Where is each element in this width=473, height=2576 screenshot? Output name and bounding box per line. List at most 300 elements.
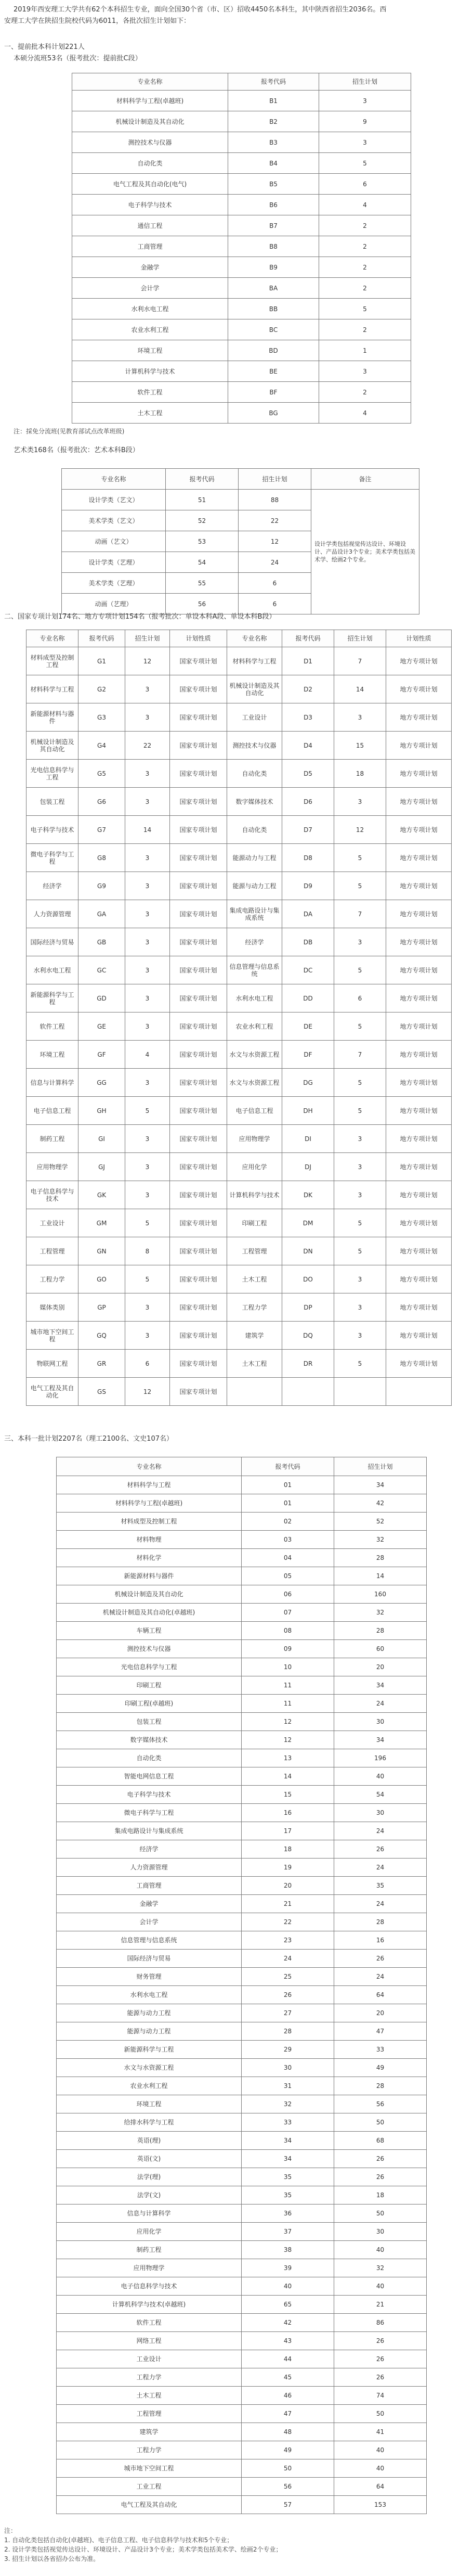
table-cell: 材料物理 [57, 1531, 242, 1549]
table-cell: 地方专项计划 [386, 1209, 452, 1237]
table-cell: 64 [334, 2478, 427, 2496]
table-cell: 应用物理学 [27, 1153, 78, 1181]
table-row [57, 2205, 427, 2223]
table-row [57, 1640, 427, 1658]
table-row [57, 2423, 427, 2441]
table-cell: 2 [319, 278, 411, 299]
table-cell: 水文与水资源工程 [227, 1069, 282, 1097]
table-cell: 应用物理学 [227, 1125, 282, 1153]
table-cell: D1 [282, 647, 334, 675]
table-cell: 33 [334, 2041, 427, 2059]
table-cell: 6 [334, 984, 386, 1013]
table-cell: B2 [228, 111, 319, 132]
table-row [57, 1840, 427, 1859]
table-row [57, 2186, 427, 2205]
table-cell: 环境工程 [27, 1041, 78, 1069]
table-cell: 54 [166, 552, 239, 573]
table-cell: G5 [78, 760, 125, 788]
table-cell: 自动化类 [227, 816, 282, 844]
table-cell: 3 [125, 1293, 170, 1322]
table-cell: 地方专项计划 [386, 1013, 452, 1041]
table-row [57, 2241, 427, 2259]
table-cell: 3 [334, 928, 386, 956]
table-row [57, 2496, 427, 2514]
table-cell: 12 [242, 1731, 334, 1749]
table-cell: 5 [334, 1097, 386, 1125]
table-cell: 地方专项计划 [386, 1153, 452, 1181]
table-cell: 52 [166, 510, 239, 531]
table-row [27, 1013, 452, 1041]
table-cell: 3 [125, 675, 170, 703]
table-cell: 55 [166, 573, 239, 594]
table-cell: 工业设计 [27, 1209, 78, 1237]
table-cell: 3 [125, 844, 170, 872]
table-cell: 印刷工程 [227, 1209, 282, 1237]
table-cell: D9 [282, 872, 334, 900]
table-cell: GE [78, 1013, 125, 1041]
table-cell: BG [228, 403, 319, 424]
table-cell: 28 [334, 1913, 427, 1931]
table-cell: 08 [242, 1622, 334, 1640]
table-cell: 9 [319, 111, 411, 132]
table-cell: 信息管理与信息系统 [227, 956, 282, 984]
table-cell: 电子信息科学与技术 [27, 1181, 78, 1209]
table-cell [282, 1378, 334, 1406]
table-row [57, 1895, 427, 1913]
table-cell: B4 [228, 153, 319, 174]
table-cell: 20 [242, 1877, 334, 1895]
table-cell: 印刷工程(卓越班) [57, 1695, 242, 1713]
table-cell: 30 [334, 1713, 427, 1731]
table-cell: 金融学 [57, 1895, 242, 1913]
table-row [72, 278, 411, 299]
table-cell: BD [228, 340, 319, 361]
table-row [72, 361, 411, 382]
table-row [57, 2022, 427, 2041]
table-cell: 10 [242, 1658, 334, 1676]
table-cell: 2 [319, 257, 411, 278]
table-cell: G8 [78, 844, 125, 872]
table-cell: 28 [334, 2077, 427, 2095]
table-row [57, 2004, 427, 2022]
table-cell: 英语(文) [57, 2150, 242, 2168]
table-cell: 建筑学 [57, 2423, 242, 2441]
table-cell: 3 [125, 984, 170, 1013]
table-cell: 软件工程 [72, 382, 228, 403]
table-cell: 地方专项计划 [386, 1322, 452, 1350]
table-cell: GQ [78, 1322, 125, 1350]
table-cell: 经济学 [27, 872, 78, 900]
table-cell: 24 [334, 1968, 427, 1986]
table-cell: 29 [242, 2041, 334, 2059]
table-row [57, 1676, 427, 1695]
table-cell: GP [78, 1293, 125, 1322]
table-cell: 20 [334, 1658, 427, 1676]
table-cell: 32 [334, 1531, 427, 1549]
table-cell: 机械设计制造及其自动化 [227, 675, 282, 703]
table-cell: G2 [78, 675, 125, 703]
table-cell: 3 [125, 928, 170, 956]
table-cell: 50 [242, 2459, 334, 2478]
table-cell: 能源与动力工程 [57, 2022, 242, 2041]
table-cell: 土木工程 [57, 2387, 242, 2405]
table-cell: 工程管理 [227, 1237, 282, 1265]
table-cell: 国际经济与贸易 [57, 1950, 242, 1968]
table-cell: 工程力学 [57, 2441, 242, 2459]
table-row [27, 1293, 452, 1322]
table-row [72, 195, 411, 215]
table-cell: 21 [334, 2296, 427, 2314]
table-cell: 工程力学 [27, 1265, 78, 1293]
table-row [72, 215, 411, 236]
table-cell: DQ [282, 1322, 334, 1350]
table-cell: 自动化类 [72, 153, 228, 174]
intro-line-2: 安理工大学在陕招生院校代码为6011，各批次招生计划如下： [4, 17, 191, 25]
table-cell: 26 [334, 2350, 427, 2368]
column-header: 报考代码 [228, 73, 319, 91]
table-cell: 媒体类别 [27, 1293, 78, 1322]
table-cell: 3 [334, 1153, 386, 1181]
table-cell: 3 [319, 361, 411, 382]
table-cell: 13 [242, 1749, 334, 1767]
section2-title: 二、国家专项计划174名、地方专项计划154名（报考批次：单设本科A段、单设本科B段） [4, 613, 276, 621]
table-row [27, 816, 452, 844]
table-cell: 24 [334, 1895, 427, 1913]
art-table [61, 468, 419, 614]
column-header: 招生计划 [334, 1457, 427, 1476]
table-cell: 35 [242, 2186, 334, 2205]
table-cell: 11 [242, 1676, 334, 1695]
table-cell: 60 [334, 1640, 427, 1658]
table-cell: 地方专项计划 [386, 1069, 452, 1097]
table-row [72, 132, 411, 153]
table-cell: 国家专项计划 [170, 1322, 227, 1350]
table-cell: 11 [242, 1695, 334, 1713]
table-cell: 包装工程 [57, 1713, 242, 1731]
table-cell: 4 [319, 195, 411, 215]
table-cell: 05 [242, 1567, 334, 1585]
table-cell: 法学(文) [57, 2186, 242, 2205]
table-cell: 56 [334, 2095, 427, 2113]
table-cell: GB [78, 928, 125, 956]
table-row [27, 1265, 452, 1293]
table-cell: 68 [334, 2132, 427, 2150]
table-row [57, 1513, 427, 1531]
table-cell: 56 [242, 2478, 334, 2496]
table-cell: 地方专项计划 [386, 1125, 452, 1153]
table-cell: DK [282, 1181, 334, 1209]
table-cell: GN [78, 1237, 125, 1265]
table-cell: 4 [319, 403, 411, 424]
table-cell: 33 [242, 2113, 334, 2132]
column-header: 报考代码 [242, 1457, 334, 1476]
section1-note: 注：採免分流班(见教育部试点改革班级) [14, 428, 125, 435]
table-cell: 02 [242, 1513, 334, 1531]
table-cell: 22 [242, 1913, 334, 1931]
table-cell: 数字媒体技术 [57, 1731, 242, 1749]
table-row [27, 1378, 452, 1406]
table-row [57, 1859, 427, 1877]
table-cell: D4 [282, 732, 334, 760]
table-cell: 地方专项计划 [386, 900, 452, 928]
table-cell: 6 [125, 1350, 170, 1378]
column-header: 专业名称 [72, 73, 228, 91]
table-cell: 24 [334, 1859, 427, 1877]
table-row [57, 2441, 427, 2459]
table-cell: 光电信息科学与工程 [27, 760, 78, 788]
table-cell: 3 [125, 703, 170, 732]
table-cell: 设计学类（艺理） [62, 552, 166, 573]
table-cell: 5 [319, 299, 411, 319]
table-cell: 材料科学与工程(卓越班) [57, 1494, 242, 1513]
table-cell: 测控技术与仪器 [72, 132, 228, 153]
table-cell: DM [282, 1209, 334, 1237]
table-row [72, 299, 411, 319]
table-cell: 24 [239, 552, 311, 573]
table-cell: 材料成型及控制工程 [27, 647, 78, 675]
table-cell: B3 [228, 132, 319, 153]
table-cell: 03 [242, 1531, 334, 1549]
section2-table [26, 630, 452, 1406]
table-cell: 3 [125, 1125, 170, 1153]
table-cell: 28 [242, 2022, 334, 2041]
table-row [27, 1181, 452, 1209]
table-row [57, 1567, 427, 1585]
table-row [57, 2132, 427, 2150]
table-cell: GO [78, 1265, 125, 1293]
section1-title: 一、提前批本科计划221人 [4, 43, 85, 51]
table-cell: 34 [242, 2132, 334, 2150]
table-cell: 3 [125, 1153, 170, 1181]
table-cell: 26 [242, 1986, 334, 2004]
table-cell: BA [228, 278, 319, 299]
table-cell: 新能源科学与工程 [57, 2041, 242, 2059]
table-cell: 40 [334, 2241, 427, 2259]
table-cell: 信息管理与信息系统 [57, 1931, 242, 1950]
table-cell: 国家专项计划 [170, 732, 227, 760]
table-row [72, 382, 411, 403]
table-cell: 地方专项计划 [386, 788, 452, 816]
table-row [57, 1822, 427, 1840]
table-cell: 40 [334, 1767, 427, 1786]
table-row [57, 2041, 427, 2059]
table-cell: 地方专项计划 [386, 844, 452, 872]
table-row [57, 2478, 427, 2496]
table-cell: 国家专项计划 [170, 703, 227, 732]
table-row [27, 1322, 452, 1350]
table-cell: 07 [242, 1604, 334, 1622]
table-cell: 地方专项计划 [386, 1237, 452, 1265]
table-cell: B8 [228, 236, 319, 257]
table-cell: 地方专项计划 [386, 703, 452, 732]
table-row [27, 844, 452, 872]
table-cell: G4 [78, 732, 125, 760]
table-cell: 智能电网信息工程 [57, 1767, 242, 1786]
table-cell: 国家专项计划 [170, 844, 227, 872]
table-cell: 56 [166, 594, 239, 614]
table-cell: 64 [334, 1986, 427, 2004]
table-cell: 材料化学 [57, 1549, 242, 1567]
table-cell: 地方专项计划 [386, 647, 452, 675]
table-cell: G6 [78, 788, 125, 816]
table-cell: 信息与计算科学 [57, 2205, 242, 2223]
table-cell: 微电子科学与工程 [27, 844, 78, 872]
table-row [57, 1494, 427, 1513]
table-row [57, 1604, 427, 1622]
table-cell: 能源与动力工程 [57, 2004, 242, 2022]
table-cell: G9 [78, 872, 125, 900]
table-cell: 2 [319, 382, 411, 403]
table-cell: 5 [125, 1097, 170, 1125]
table-cell: 14 [334, 675, 386, 703]
table-row [57, 2113, 427, 2132]
table-cell: 水利水电工程 [227, 984, 282, 1013]
table-row [62, 490, 419, 510]
table-cell: 34 [334, 1676, 427, 1695]
table-cell: 19 [242, 1859, 334, 1877]
table-cell: 农业水利工程 [72, 319, 228, 340]
table-cell: 12 [125, 647, 170, 675]
table-row [57, 1731, 427, 1749]
table-row [57, 2332, 427, 2350]
table-cell: 工程力学 [227, 1293, 282, 1322]
table-cell: 地方专项计划 [386, 760, 452, 788]
table-cell: 材料科学与工程 [57, 1476, 242, 1494]
table-cell: 测控技术与仪器 [227, 732, 282, 760]
table-cell: 3 [125, 956, 170, 984]
table-cell: 集成电路设计与集成系统 [227, 900, 282, 928]
table-cell: 软件工程 [27, 1013, 78, 1041]
table-cell: 工程力学 [57, 2368, 242, 2387]
table-cell: 30 [242, 2059, 334, 2077]
table-row [57, 1658, 427, 1676]
column-header: 专业名称 [62, 469, 166, 490]
table-row [57, 2350, 427, 2368]
table-row [27, 703, 452, 732]
table-row [72, 319, 411, 340]
table-cell: 31 [242, 2077, 334, 2095]
table-row [57, 1786, 427, 1804]
table-row [57, 1531, 427, 1549]
table-cell: 38 [242, 2241, 334, 2259]
table-cell: 51 [166, 490, 239, 510]
table-cell: 7 [334, 1041, 386, 1069]
table-cell: 26 [334, 2368, 427, 2387]
table-cell: 3 [334, 1265, 386, 1293]
table-cell: 国家专项计划 [170, 1097, 227, 1125]
table-row [57, 2405, 427, 2423]
table-row [72, 340, 411, 361]
table-row [57, 1877, 427, 1895]
table-cell: 18 [334, 760, 386, 788]
table-row [72, 91, 411, 111]
table-cell: 国家专项计划 [170, 1125, 227, 1153]
table-cell: 6 [239, 594, 311, 614]
table-cell: 计算机科学与技术 [227, 1181, 282, 1209]
table-cell: 国家专项计划 [170, 675, 227, 703]
table-cell: 电子科学与技术 [57, 1786, 242, 1804]
table-cell: 3 [125, 788, 170, 816]
table-cell: 7 [334, 900, 386, 928]
table-cell: 地方专项计划 [386, 732, 452, 760]
table-cell: 自动化类 [57, 1749, 242, 1767]
table-cell: 54 [334, 1786, 427, 1804]
table-cell: 农业水利工程 [227, 1013, 282, 1041]
table-cell: 65 [242, 2296, 334, 2314]
table-cell: 微电子科学与工程 [57, 1804, 242, 1822]
table-cell: D3 [282, 703, 334, 732]
table-cell: 2 [319, 215, 411, 236]
table-cell: DF [282, 1041, 334, 1069]
table-cell: 40 [242, 2277, 334, 2296]
table-cell: 光电信息科学与工程 [57, 1658, 242, 1676]
table-cell: 人力资源管理 [27, 900, 78, 928]
table-cell: 电子信息工程 [27, 1097, 78, 1125]
table-row [57, 2150, 427, 2168]
table-cell: 26 [334, 1840, 427, 1859]
table-row [57, 1749, 427, 1767]
table-cell: D7 [282, 816, 334, 844]
table-cell [227, 1378, 282, 1406]
table-cell: 153 [334, 2496, 427, 2514]
table-cell: 06 [242, 1585, 334, 1604]
table-row [27, 956, 452, 984]
table-cell: 经济学 [57, 1840, 242, 1859]
table-cell: 16 [334, 1931, 427, 1950]
table-cell: 水文与水资源工程 [57, 2059, 242, 2077]
table-cell: 36 [242, 2205, 334, 2223]
table-cell: 37 [242, 2223, 334, 2241]
table-cell: 新能源科学与工程 [27, 984, 78, 1013]
table-cell: 地方专项计划 [386, 675, 452, 703]
table-cell: 地方专项计划 [386, 928, 452, 956]
table-cell: 动画（艺理） [62, 594, 166, 614]
table-cell: 环境工程 [57, 2095, 242, 2113]
table-cell: 3 [125, 1181, 170, 1209]
table-row [57, 1804, 427, 1822]
table-cell: 工商管理 [72, 236, 228, 257]
table-row [57, 2168, 427, 2186]
table-cell: GS [78, 1378, 125, 1406]
table-cell: DI [282, 1125, 334, 1153]
table-cell: 44 [242, 2350, 334, 2368]
table-cell: 50 [334, 2205, 427, 2223]
art-title: 艺术类168名（报考批次：艺术本科B段） [14, 446, 139, 454]
table-cell: 地方专项计划 [386, 1350, 452, 1378]
table-cell: 3 [125, 900, 170, 928]
table-cell: 34 [334, 1476, 427, 1494]
table-cell: 28 [334, 1549, 427, 1567]
table-cell: 5 [334, 872, 386, 900]
table-cell: 土木工程 [227, 1350, 282, 1378]
column-header: 专业名称 [57, 1457, 242, 1476]
table-row [57, 2459, 427, 2478]
table-cell: 2 [319, 319, 411, 340]
table-row [27, 647, 452, 675]
section3-note-3: 3. 招生计划以各省招办公布为准。 [4, 2555, 100, 2562]
table-cell: 45 [242, 2368, 334, 2387]
table-cell: 数字媒体技术 [227, 788, 282, 816]
table-cell: GA [78, 900, 125, 928]
table-row [57, 1695, 427, 1713]
table-cell: 包装工程 [27, 788, 78, 816]
section3-note-0: 注： [4, 2527, 17, 2534]
intro-line-1: 2019年西安理工大学共有62个本科招生专业，面向全国30个省（市、区）招收4450名本科生，其中陕西省招生2036名。西 [14, 6, 387, 14]
table-cell: 3 [319, 91, 411, 111]
table-cell: 材料科学与工程 [27, 675, 78, 703]
table-cell: 47 [334, 2022, 427, 2041]
column-header: 招生计划 [125, 630, 170, 647]
